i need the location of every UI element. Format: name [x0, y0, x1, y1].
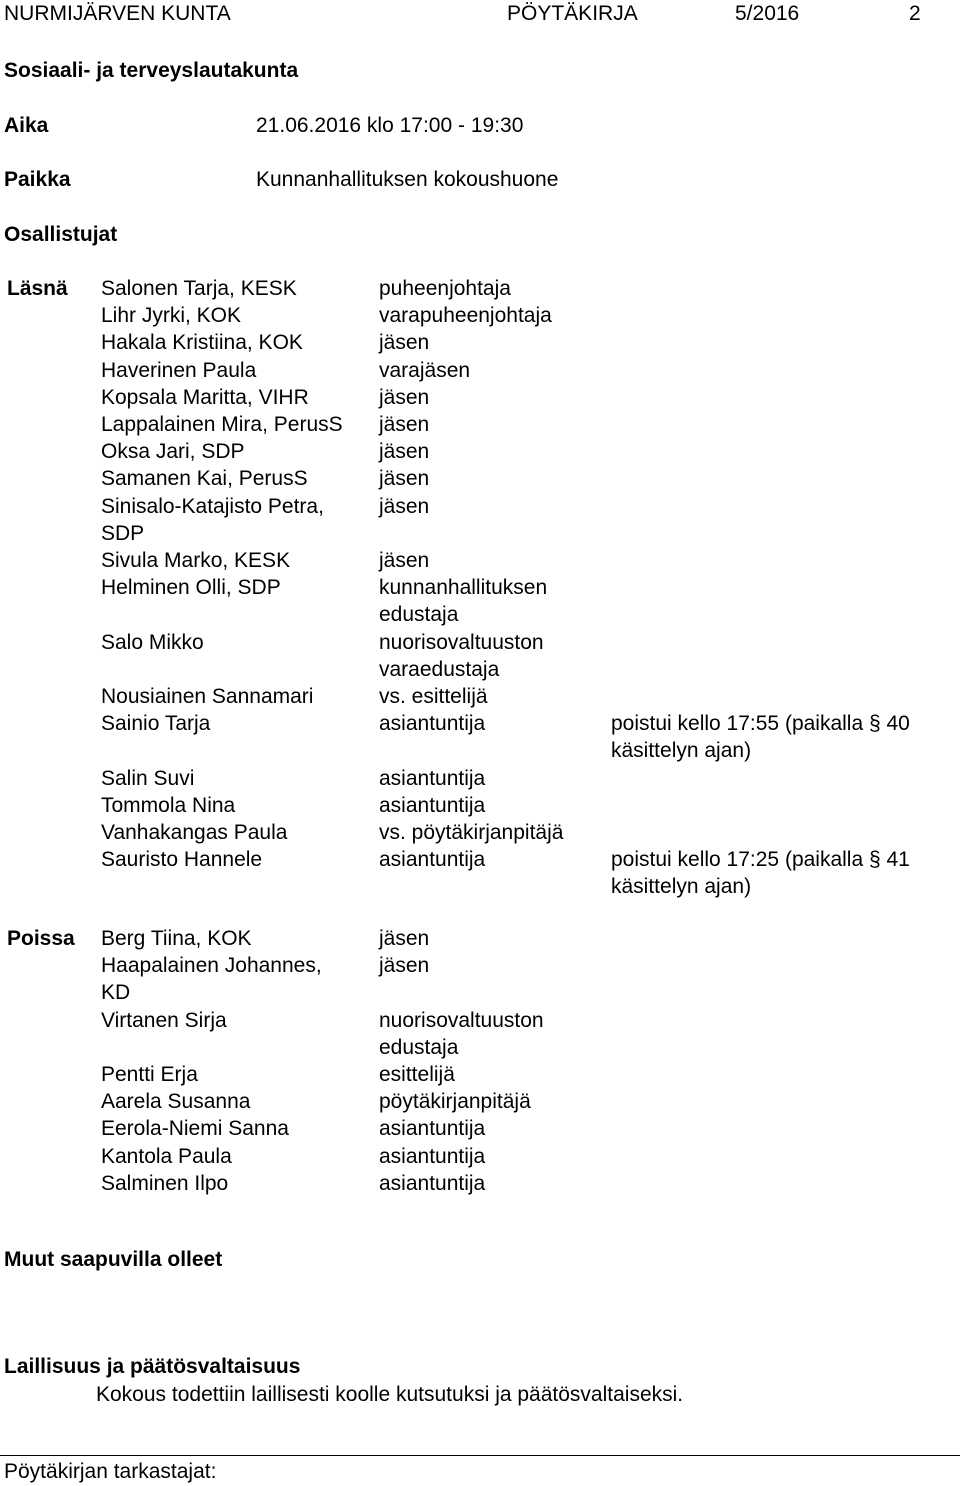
participant-name: KD	[101, 981, 131, 1005]
participant-name: Aarela Susanna	[101, 1090, 251, 1114]
participant-name: Salminen Ilpo	[101, 1171, 229, 1195]
participant-role: jäsen	[379, 413, 430, 436]
participant-role: jäsen	[379, 549, 430, 572]
participants-heading: Osallistujat	[4, 223, 118, 246]
participant-role: asiantuntija	[379, 1117, 486, 1141]
participant-name: Salo Mikko	[101, 630, 204, 654]
legality-heading: Laillisuus ja päätösvaltaisuus	[4, 1355, 301, 1378]
participant-name: Virtanen Sirja	[101, 1008, 227, 1032]
participant-role: vs. esittelijä	[379, 685, 488, 708]
participant-name: Sinisalo-Katajisto Petra,	[101, 494, 324, 518]
participant-name: Helminen Olli, SDP	[101, 576, 281, 600]
participant-name: Kopsala Maritta, VIHR	[101, 385, 309, 409]
document-number: 5/2016	[735, 2, 800, 25]
participant-name: Haapalainen Johannes,	[101, 954, 322, 978]
place-value: Kunnanhallituksen kokoushuone	[256, 168, 559, 191]
participant-role: nuorisovaltuuston	[379, 1008, 544, 1032]
participant-role: jäsen	[379, 954, 430, 978]
participant-note: poistui kello 17:55 (paikalla § 40	[611, 712, 910, 736]
participant-role: jäsen	[379, 385, 430, 409]
participant-name: Sivula Marko, KESK	[101, 549, 291, 572]
review-label: Pöytäkirjan tarkastajat:	[4, 1460, 217, 1483]
participant-name: Sauristo Hannele	[101, 848, 263, 872]
organization-name: NURMIJÄRVEN KUNTA	[4, 2, 231, 25]
others-heading: Muut saapuvilla olleet	[4, 1248, 223, 1271]
time-value: 21.06.2016 klo 17:00 - 19:30	[256, 114, 524, 137]
participant-role: asiantuntija	[379, 1171, 486, 1195]
time-label: Aika	[4, 114, 49, 137]
participant-role: edustaja	[379, 603, 459, 627]
divider-line	[0, 1455, 960, 1456]
participant-name: Vanhakangas Paula	[101, 821, 288, 844]
participant-role: jäsen	[379, 331, 430, 355]
participant-role: edustaja	[379, 1035, 459, 1059]
absent-label: Poissa	[7, 927, 75, 950]
participant-name: Tommola Nina	[101, 793, 236, 817]
participant-name: Sainio Tarja	[101, 712, 211, 736]
participant-role: jäsen	[379, 927, 430, 950]
participant-name: Berg Tiina, KOK	[101, 927, 252, 950]
participant-role: vs. pöytäkirjanpitäjä	[379, 821, 564, 844]
legality-text: Kokous todettiin laillisesti koolle kutsutuksi ja päätösvaltaiseksi.	[96, 1383, 684, 1406]
participant-role: esittelijä	[379, 1063, 455, 1086]
participant-role: asiantuntija	[379, 848, 486, 872]
participant-name: Kantola Paula	[101, 1144, 232, 1168]
participant-name: Hakala Kristiina, KOK	[101, 331, 303, 355]
participant-role: jäsen	[379, 467, 430, 491]
place-label: Paikka	[4, 168, 71, 191]
committee-title: Sosiaali- ja terveyslautakunta	[4, 59, 299, 82]
participant-role: kunnanhallituksen	[379, 576, 548, 600]
participant-name: Salin Suvi	[101, 766, 195, 790]
participant-name: SDP	[101, 521, 145, 545]
participant-role: jäsen	[379, 440, 430, 464]
participant-role: asiantuntija	[379, 766, 486, 790]
page-number: 2	[909, 2, 921, 25]
participant-role: pöytäkirjanpitäjä	[379, 1090, 531, 1114]
participant-name: Eerola-Niemi Sanna	[101, 1117, 289, 1141]
participant-role: jäsen	[379, 494, 430, 518]
participant-role: varapuheenjohtaja	[379, 304, 552, 328]
participant-role: varajäsen	[379, 358, 471, 382]
document-type: PÖYTÄKIRJA	[507, 2, 638, 25]
participant-role: asiantuntija	[379, 793, 486, 817]
participant-role: puheenjohtaja	[379, 277, 511, 300]
participant-name: Haverinen Paula	[101, 358, 257, 382]
participant-note: käsittelyn ajan)	[611, 875, 752, 899]
participant-name: Oksa Jari, SDP	[101, 440, 245, 464]
present-label: Läsnä	[7, 277, 68, 300]
participant-note: käsittelyn ajan)	[611, 739, 752, 763]
participant-name: Lappalainen Mira, PerusS	[101, 413, 343, 436]
participant-name: Samanen Kai, PerusS	[101, 467, 308, 491]
participant-role: asiantuntija	[379, 712, 486, 736]
participant-role: nuorisovaltuuston	[379, 630, 544, 654]
participant-note: poistui kello 17:25 (paikalla § 41	[611, 848, 910, 872]
participant-role: varaedustaja	[379, 657, 500, 681]
participant-name: Pentti Erja	[101, 1063, 198, 1086]
participant-name: Salonen Tarja, KESK	[101, 277, 297, 300]
participant-role: asiantuntija	[379, 1144, 486, 1168]
participant-name: Nousiainen Sannamari	[101, 685, 314, 708]
participant-name: Lihr Jyrki, KOK	[101, 304, 242, 328]
